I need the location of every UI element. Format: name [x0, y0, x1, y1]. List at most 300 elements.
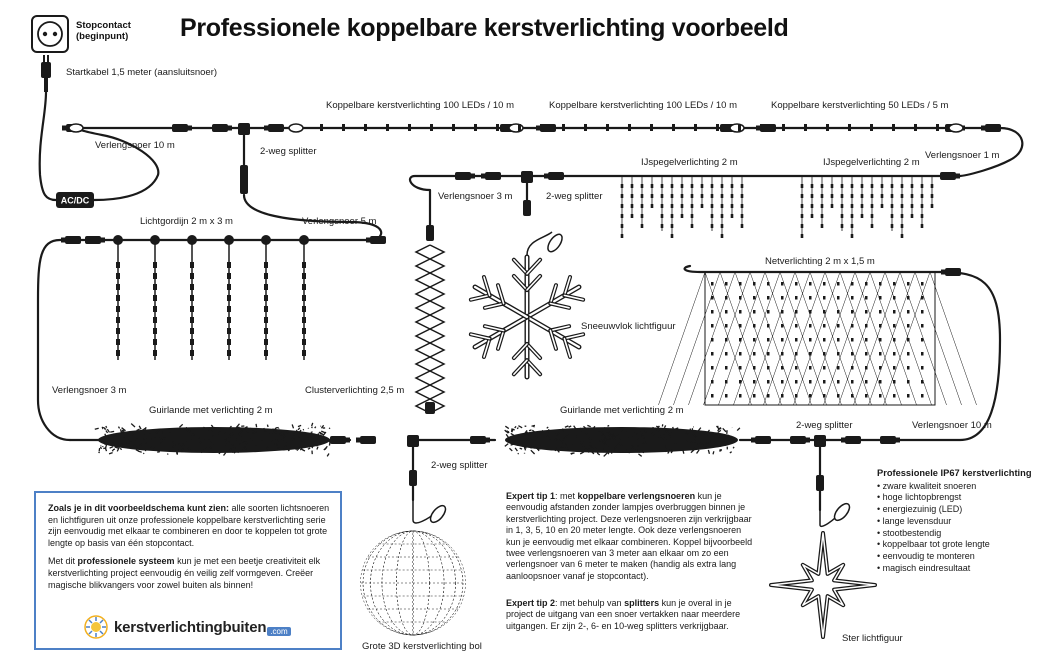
- connector: [370, 236, 386, 244]
- ip67-item: • energiezuinig (LED): [877, 504, 1032, 516]
- koppel-50-label: Koppelbare kerstverlichting 50 LEDs / 5 m: [771, 100, 949, 111]
- led-bulb: [823, 338, 826, 342]
- netverlichting-label: Netverlichting 2 m x 1,5 m: [765, 256, 875, 267]
- ster-label: Ster lichtfiguur: [842, 633, 903, 644]
- led-bulb: [893, 394, 896, 398]
- led-bulb: [606, 124, 609, 131]
- connector-tip: [62, 126, 66, 131]
- led-bulb: [823, 380, 826, 384]
- connector-tip: [956, 174, 960, 179]
- garland-needle: [515, 448, 517, 451]
- led-bulb: [782, 124, 785, 131]
- bol-label: Grote 3D kerstverlichting bol: [362, 641, 482, 652]
- led-bulb: [739, 310, 742, 314]
- connector-tip: [264, 126, 268, 131]
- led-bulb: [893, 366, 896, 370]
- garland-needle: [668, 452, 669, 454]
- garland-needle: [730, 452, 732, 453]
- led-bulb: [879, 352, 882, 356]
- guirlande-b-label: Guirlande met verlichting 2 m: [560, 405, 684, 416]
- garland-needle: [529, 430, 531, 431]
- garland-needle: [582, 447, 585, 448]
- garland-needle: [205, 447, 206, 449]
- led-bulb: [767, 338, 770, 342]
- garland-needle: [122, 430, 123, 433]
- garland-needle: [536, 440, 537, 442]
- garland-needle: [143, 453, 144, 454]
- led-bulb: [809, 324, 812, 328]
- led-bulb: [851, 338, 854, 342]
- verlengsnoer-3-mid-label: Verlengsnoer 3 m: [438, 191, 513, 202]
- guirlande-a-label: Guirlande met verlichting 2 m: [149, 405, 273, 416]
- connector-tip: [751, 438, 755, 443]
- led-bulb: [711, 394, 714, 398]
- led-bulb: [753, 380, 756, 384]
- end-cap: [730, 124, 744, 132]
- connector-tip: [756, 126, 760, 131]
- connector-tip: [101, 238, 105, 243]
- koppel-100-b-label: Koppelbare kerstverlichting 100 LEDs / 10 m: [549, 100, 737, 111]
- led-bulb: [865, 296, 868, 300]
- led-bulb: [921, 310, 924, 314]
- led-bulb: [767, 352, 770, 356]
- led-bulb: [711, 366, 714, 370]
- garland-needle: [565, 426, 568, 427]
- verlengsnoer-5-label: Verlengsnoer 5 m: [302, 216, 377, 227]
- garland-needle: [509, 448, 512, 451]
- led-bulb: [430, 124, 433, 131]
- led-bulb: [753, 394, 756, 398]
- garland-needle: [609, 432, 610, 434]
- led-bulb: [823, 366, 826, 370]
- led-bulb: [795, 324, 798, 328]
- clusterverlichting-label: Clusterverlichting 2,5 m: [305, 385, 405, 396]
- garland-needle: [518, 453, 519, 454]
- info-p2-text: kun je met een beetje creativiteit elk kerstverlichting project eenvoudig én veilig zelf vormgeven. Creëer magische blikvangers voor zowel buiten als binnen!: [48, 556, 321, 590]
- garland-needle: [515, 441, 516, 444]
- connector: [470, 436, 486, 444]
- led-bulb: [753, 296, 756, 300]
- led-bulb: [725, 352, 728, 356]
- garland-needle: [315, 427, 316, 428]
- ijspegel-a-label: IJspegelverlichting 2 m: [641, 157, 738, 168]
- led-bulb: [452, 124, 455, 131]
- led-bulb: [907, 282, 910, 286]
- led-bulb: [584, 124, 587, 131]
- led-bulb: [386, 124, 389, 131]
- garland-needle: [138, 451, 142, 452]
- tip2-pre: : met behulp van: [555, 598, 625, 608]
- led-bulb: [837, 296, 840, 300]
- lichtgordijn-label: Lichtgordijn 2 m x 3 m: [140, 216, 233, 227]
- led-bulb: [753, 352, 756, 356]
- led-bulb: [837, 366, 840, 370]
- connector: [845, 436, 861, 444]
- garland-needle: [737, 428, 740, 431]
- connector: [360, 436, 376, 444]
- splitter: [407, 435, 419, 447]
- ip67-item: • stootbestendig: [877, 528, 1032, 540]
- led-bulb: [893, 310, 896, 314]
- garland-needle: [179, 424, 182, 427]
- connector-tip: [471, 174, 475, 179]
- acdc-adapter: [56, 192, 94, 208]
- splitter-bottom-mid-label: 2-weg splitter: [431, 460, 488, 471]
- end-cap: [949, 124, 963, 132]
- garland-needle: [733, 447, 734, 448]
- garland-needle: [143, 438, 146, 439]
- garland-led: [732, 444, 734, 446]
- led-bulb: [851, 380, 854, 384]
- led-bulb: [562, 124, 565, 131]
- led-bulb: [837, 324, 840, 328]
- led-bulb: [809, 380, 812, 384]
- garland-needle: [238, 452, 239, 453]
- mount-clip: [832, 501, 853, 523]
- garland-needle: [267, 425, 268, 427]
- garland-needle: [607, 426, 609, 427]
- garland-needle: [312, 423, 313, 426]
- garland-needle: [518, 426, 522, 428]
- garland-needle: [719, 450, 721, 451]
- connector-tip: [188, 126, 192, 131]
- connector-tip: [481, 174, 485, 179]
- garland-needle: [191, 435, 194, 436]
- garland-needle: [247, 426, 248, 427]
- garland-needle: [622, 450, 623, 452]
- garland-needle: [597, 453, 599, 455]
- led-bulb: [865, 338, 868, 342]
- garland-needle: [606, 446, 609, 447]
- garland-needle: [110, 431, 114, 432]
- garland-needle: [121, 429, 122, 433]
- tip2-head: Expert tip 2: [506, 598, 556, 608]
- connector: [455, 172, 471, 180]
- garland-needle: [511, 433, 514, 435]
- led-bulb: [826, 124, 829, 131]
- connector-tip: [228, 126, 232, 131]
- led-bulb: [804, 124, 807, 131]
- connector: [65, 236, 81, 244]
- garland-needle: [177, 451, 178, 454]
- garland-needle: [224, 453, 226, 456]
- ip67-item: • lange levensduur: [877, 516, 1032, 528]
- led-bulb: [760, 124, 763, 131]
- garland-needle: [705, 435, 708, 436]
- garland-needle: [613, 436, 614, 437]
- info-p2-bold: professionele systeem: [77, 556, 175, 567]
- led-bulb: [694, 124, 697, 131]
- led-bulb: [795, 296, 798, 300]
- garland-needle: [109, 453, 113, 454]
- garland-body: [98, 427, 330, 453]
- garland-needle: [511, 444, 514, 445]
- connector-tip: [896, 438, 900, 443]
- info-p2-pre: Met dit: [48, 556, 78, 567]
- led-bulb: [892, 124, 895, 131]
- connector: [426, 225, 434, 241]
- garland-needle: [537, 432, 541, 433]
- garland-needle: [713, 451, 714, 454]
- garland-needle: [661, 435, 662, 438]
- garland-needle: [145, 427, 146, 429]
- garland-needle: [100, 447, 101, 449]
- garland-needle: [638, 454, 641, 456]
- led-bulb: [893, 352, 896, 356]
- led-bulb: [823, 296, 826, 300]
- led-bulb: [837, 282, 840, 286]
- net-line: [930, 272, 977, 405]
- garland-needle: [106, 430, 108, 432]
- led-bulb: [628, 124, 631, 131]
- garland-needle: [327, 453, 329, 456]
- verlengsnoer-10-right-label: Verlengsnoer 10 m: [912, 420, 992, 431]
- tip2-text: kun je overal in je project de uitgang van een snoer vertakken naar meerdere uitgangen. Er zijn 2-, 6- en 10-weg splitters verkrijgbaar.: [506, 598, 741, 631]
- garland-needle: [212, 444, 213, 446]
- led-bulb: [921, 324, 924, 328]
- led-bulb: [907, 352, 910, 356]
- led-bulb: [781, 380, 784, 384]
- garland-needle: [683, 451, 684, 454]
- led-bulb: [753, 338, 756, 342]
- led-bulb: [408, 124, 411, 131]
- led-bulb: [795, 282, 798, 286]
- garland-needle: [666, 446, 667, 448]
- led-bulb: [893, 324, 896, 328]
- verlengsnoer-1-label: Verlengsnoer 1 m: [925, 150, 1000, 161]
- splitter-bottom-right-label: 2-weg splitter: [796, 420, 853, 431]
- ip67-feature-list: [877, 468, 1032, 574]
- garland-needle: [317, 447, 318, 450]
- led-bulb: [753, 310, 756, 314]
- tip1-text: kun je eenvoudig afstanden zonder lampjes overbruggen binnen je kerstverlichting project. Deze verlengsnoeren zijn verkrijgbaar in 1, 3, 5, 10 en 20 meter lengte. Ook deze verlengsnoeren kun je eenvoudig met elkaar combineren. Koppel bijvoorbeeld twee verlengsnoeren van 3 meter aan elkaar om zo een verlengsnoer van 6 meter te maken (handig als extra lang aanloopsnoer vanaf je stopcontact).: [506, 491, 753, 581]
- ip67-item: • zware kwaliteit snoeren: [877, 481, 1032, 493]
- page-title: Professionele koppelbare kerstverlichting voorbeeld: [180, 14, 789, 42]
- garland-needle: [531, 447, 532, 449]
- brand-logo[interactable]: [84, 614, 291, 640]
- splitter-mid-label: 2-weg splitter: [546, 191, 603, 202]
- connector: [485, 172, 501, 180]
- end-cap: [289, 124, 303, 132]
- garland-needle: [277, 446, 278, 449]
- led-bulb: [716, 124, 719, 131]
- startkabel-label: Startkabel 1,5 meter (aansluitsnoer): [66, 67, 218, 78]
- garland-needle: [228, 441, 229, 443]
- led-bulb: [879, 380, 882, 384]
- garland-needle: [508, 431, 509, 433]
- garland-needle: [256, 445, 257, 448]
- garland-needle: [515, 426, 516, 428]
- led-bulb: [907, 310, 910, 314]
- led-bulb: [907, 366, 910, 370]
- garland-needle: [517, 427, 518, 428]
- led-bulb: [921, 352, 924, 356]
- led-bulb: [364, 124, 367, 131]
- garland-needle: [532, 425, 535, 426]
- connector: [880, 436, 896, 444]
- garland-needle: [329, 442, 330, 445]
- garland-needle: [292, 424, 293, 428]
- socket-label: [76, 20, 131, 42]
- led-bulb: [739, 352, 742, 356]
- led-bulb: [781, 282, 784, 286]
- garland-needle: [664, 432, 665, 435]
- garland-needle: [232, 444, 234, 445]
- garland-needle: [318, 443, 321, 444]
- power-socket-icon: [32, 16, 68, 52]
- cluster-strand: [416, 245, 444, 413]
- led-bulb: [320, 124, 323, 131]
- led-bulb: [921, 366, 924, 370]
- garland-needle: [236, 428, 237, 431]
- led-bulb: [540, 124, 543, 131]
- ijspegel-b-label: IJspegelverlichting 2 m: [823, 157, 920, 168]
- garland-needle: [230, 433, 231, 436]
- garland-needle: [277, 441, 278, 442]
- connector-tip: [841, 438, 845, 443]
- led-bulb: [342, 124, 345, 131]
- garland-needle: [95, 428, 99, 429]
- net-line: [658, 272, 705, 405]
- led-bulb: [767, 296, 770, 300]
- led-bulb: [711, 324, 714, 328]
- led-bulb: [865, 380, 868, 384]
- ip67-title: Professionele IP67 kerstverlichting: [877, 468, 1032, 478]
- garland-needle: [708, 450, 709, 454]
- connector-tip: [346, 438, 350, 443]
- ip67-item: • koppelbaar tot grote lengte: [877, 539, 1032, 551]
- led-bulb: [711, 352, 714, 356]
- mount-clip: [428, 503, 449, 525]
- info-p1-text: alle soorten lichtsnoeren en lichtfiguren uit onze professionele koppelbare kerstverlichting serie zijn eenvoudig met elkaar te combineren en door te koppelen tot grote lengte op basis van één stopcontact.: [48, 503, 330, 548]
- led-bulb: [921, 394, 924, 398]
- garland-needle: [311, 434, 312, 438]
- garland-needle: [643, 452, 644, 453]
- garland-needle: [562, 428, 563, 430]
- led-bulb: [650, 124, 653, 131]
- info-paragraph-1: [48, 503, 330, 549]
- garland-needle: [613, 429, 614, 430]
- led-bulb: [767, 380, 770, 384]
- connector-tip: [356, 438, 360, 443]
- garland-needle: [572, 445, 573, 446]
- garland-needle: [646, 428, 647, 429]
- garland-needle: [657, 437, 658, 438]
- garland-needle: [131, 424, 135, 427]
- garland-needle: [298, 428, 300, 430]
- garland-needle: [211, 441, 212, 442]
- splitter: [814, 435, 826, 447]
- led-bulb: [870, 124, 873, 131]
- garland-needle: [118, 427, 119, 429]
- led-bulb: [672, 124, 675, 131]
- connector: [985, 124, 1001, 132]
- led-bulb: [795, 338, 798, 342]
- tip1-head: Expert tip 1: [506, 491, 556, 501]
- led-bulb: [711, 310, 714, 314]
- garland-needle: [311, 432, 313, 433]
- led-bulb: [851, 296, 854, 300]
- connector-tip: [806, 438, 810, 443]
- connector-tip: [981, 126, 985, 131]
- led-bulb: [865, 352, 868, 356]
- led-bulb: [739, 366, 742, 370]
- led-bulb: [725, 394, 728, 398]
- garland-needle: [664, 425, 665, 427]
- garland-needle: [300, 440, 301, 442]
- garland-needle: [614, 449, 617, 450]
- led-bulb: [781, 338, 784, 342]
- garland-needle: [298, 425, 301, 426]
- brand-name: kerstverlichtingbuiten: [114, 618, 267, 636]
- garland-needle: [244, 442, 248, 443]
- garland-needle: [695, 439, 696, 441]
- garland-needle: [547, 427, 548, 428]
- led-bulb: [907, 394, 910, 398]
- garland-needle: [108, 436, 112, 437]
- garland-needle: [695, 449, 696, 450]
- socket-label-line1: Stopcontact: [76, 20, 131, 31]
- brand-tld: .com: [267, 627, 290, 636]
- info-p1-bold: Zoals je in dit voorbeeldschema kunt zien:: [48, 503, 230, 513]
- connector-tip: [366, 238, 370, 243]
- led-bulb: [837, 338, 840, 342]
- connector-tip: [61, 238, 65, 243]
- connector: [212, 124, 228, 132]
- connector: [85, 236, 101, 244]
- acdc-label: AC/DC: [60, 195, 90, 206]
- ip67-item: • hoge lichtopbrengst: [877, 492, 1032, 504]
- end-cap: [69, 124, 83, 132]
- garland-needle: [513, 429, 515, 430]
- splitter: [238, 123, 250, 135]
- garland-needle: [302, 449, 305, 451]
- info-paragraph-2: [48, 556, 330, 591]
- socket-label-line2: (beginpunt): [76, 31, 129, 42]
- garland-needle: [113, 449, 115, 450]
- connector: [548, 172, 564, 180]
- garland-needle: [697, 450, 700, 454]
- connector-tip: [536, 126, 540, 131]
- sneeuwvlok-label: Sneeuwvlok lichtfiguur: [581, 321, 676, 332]
- led-bulb: [837, 380, 840, 384]
- verlengsnoer-3-left-label: Verlengsnoer 3 m: [52, 385, 127, 396]
- garland-needle: [110, 447, 113, 449]
- garland-needle: [144, 432, 145, 435]
- garland-needle: [106, 426, 107, 428]
- led-bulb: [823, 282, 826, 286]
- led-bulb: [711, 282, 714, 286]
- led-bulb: [738, 124, 741, 131]
- garland-needle: [547, 431, 551, 432]
- led-bulb: [474, 124, 477, 131]
- led-bulb: [725, 324, 728, 328]
- ip67-item: • magisch eindresultaat: [877, 563, 1032, 575]
- led-bulb: [725, 366, 728, 370]
- led-bulb: [809, 282, 812, 286]
- connector: [330, 436, 346, 444]
- led-bulb: [795, 366, 798, 370]
- garland-needle: [681, 433, 682, 435]
- garland-led: [716, 448, 718, 450]
- led-bulb: [725, 282, 728, 286]
- connector: [523, 200, 531, 216]
- koppel-100-a-label: Koppelbare kerstverlichting 100 LEDs / 10 m: [326, 100, 514, 111]
- garland-needle: [105, 445, 106, 449]
- led-bulb: [496, 124, 499, 131]
- sun-logo-icon: [84, 615, 108, 639]
- garland-needle: [520, 448, 523, 449]
